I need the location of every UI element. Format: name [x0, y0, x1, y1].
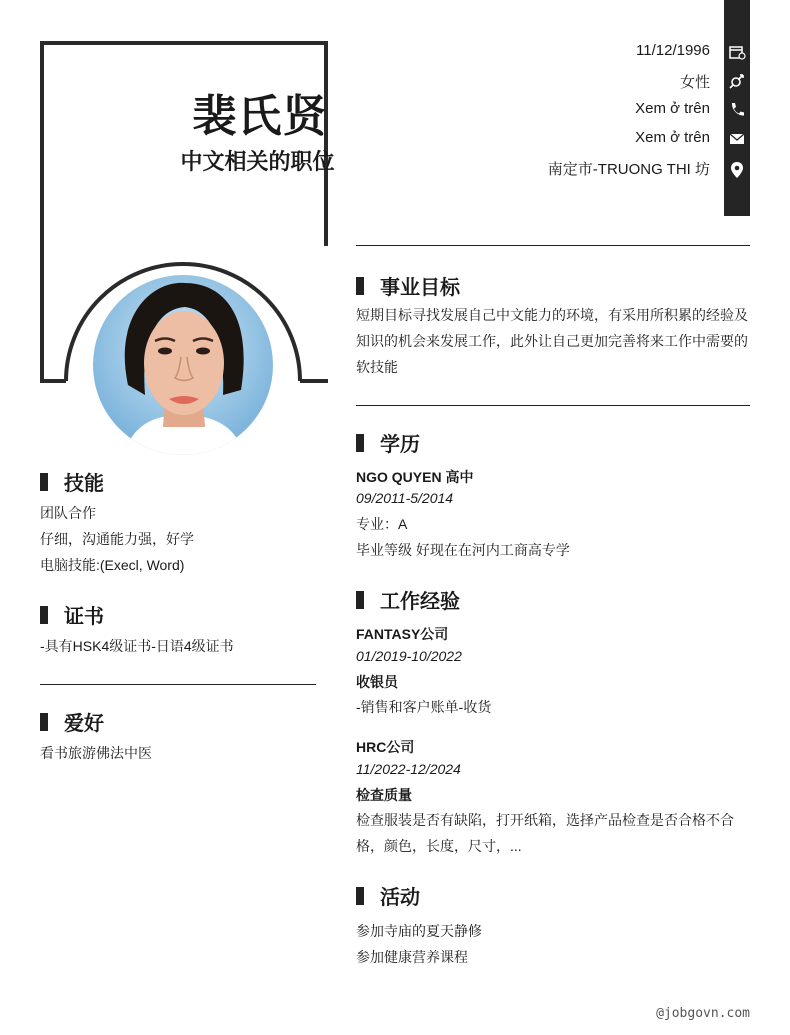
- header-frame-bottom-right: [300, 379, 328, 383]
- job-company: HRC公司: [356, 739, 415, 755]
- location-icon: [727, 160, 747, 180]
- divider: [40, 684, 316, 685]
- divider: [356, 405, 750, 406]
- email-text: Xem ở trên: [635, 129, 710, 146]
- objective-heading: 事业目标: [356, 271, 460, 300]
- list-item: 团队合作: [40, 505, 96, 521]
- list-item: 仔细，沟通能力强，好学: [40, 531, 194, 547]
- gender-text: 女性: [679, 74, 710, 91]
- education-note: 毕业等级 好现在在河内工商高专学: [356, 542, 570, 558]
- candidate-name: 裴氏贤: [192, 92, 328, 141]
- skills-list: [40, 500, 194, 578]
- job-period: 01/2019-10/2022: [356, 648, 462, 664]
- objective-text: 短期目标寻找发展自己中文能力的环境，有采用所积累的经验及 知识的机会来发展工作，此外让自己更加完善将来工作中需要的 软技能: [356, 307, 748, 375]
- header-frame-left: [40, 41, 44, 383]
- birthday-text: 11/12/1996: [636, 42, 710, 59]
- list-item: 参加健康营养课程: [356, 949, 468, 965]
- avatar: [93, 275, 273, 455]
- candidate-position: 中文相关的职位: [180, 149, 335, 174]
- watermark: @jobgovn.com: [656, 1006, 750, 1021]
- experience-heading: 工作经验: [356, 585, 460, 614]
- hobbies-text: 看书旅游佛法中医: [40, 745, 152, 761]
- job-role: 检查质量: [356, 787, 412, 803]
- certificates-text: -具有HSK4级证书-日语4级证书: [40, 638, 234, 654]
- education-heading: 学历: [356, 428, 420, 457]
- job-desc: 检查服装是否有缺陷，打开纸箱，选择产品检查是否合格不合 格，颜色，长度，尺寸，...: [356, 812, 734, 854]
- divider: [356, 245, 750, 246]
- education-period: 09/2011-5/2014: [356, 490, 454, 506]
- education-major: 专业：A: [356, 516, 408, 532]
- list-item: 电脑技能:(Execl, Word): [40, 557, 185, 573]
- job-desc: -销售和客户账单-收货: [356, 699, 492, 715]
- job-role: 收银员: [356, 674, 398, 690]
- calendar-icon: [727, 42, 747, 62]
- list-item: 参加寺庙的夏天静修: [356, 923, 482, 939]
- address-text: 南定市-TRUONG THI 坊: [547, 161, 710, 178]
- phone-text: Xem ở trên: [635, 100, 710, 117]
- job-period: 11/2022-12/2024: [356, 761, 461, 777]
- header-frame-top: [40, 41, 328, 45]
- mail-icon: [727, 129, 747, 149]
- skills-heading: 技能: [40, 467, 104, 496]
- activities-heading: 活动: [356, 881, 420, 910]
- phone-icon: [727, 100, 747, 120]
- gender-icon: [727, 71, 747, 91]
- job-company: FANTASY公司: [356, 626, 449, 642]
- certificates-heading: 证书: [40, 600, 104, 629]
- hobbies-heading: 爱好: [40, 707, 104, 736]
- education-school: NGO QUYEN 高中: [356, 469, 474, 485]
- activities-list: [356, 918, 482, 970]
